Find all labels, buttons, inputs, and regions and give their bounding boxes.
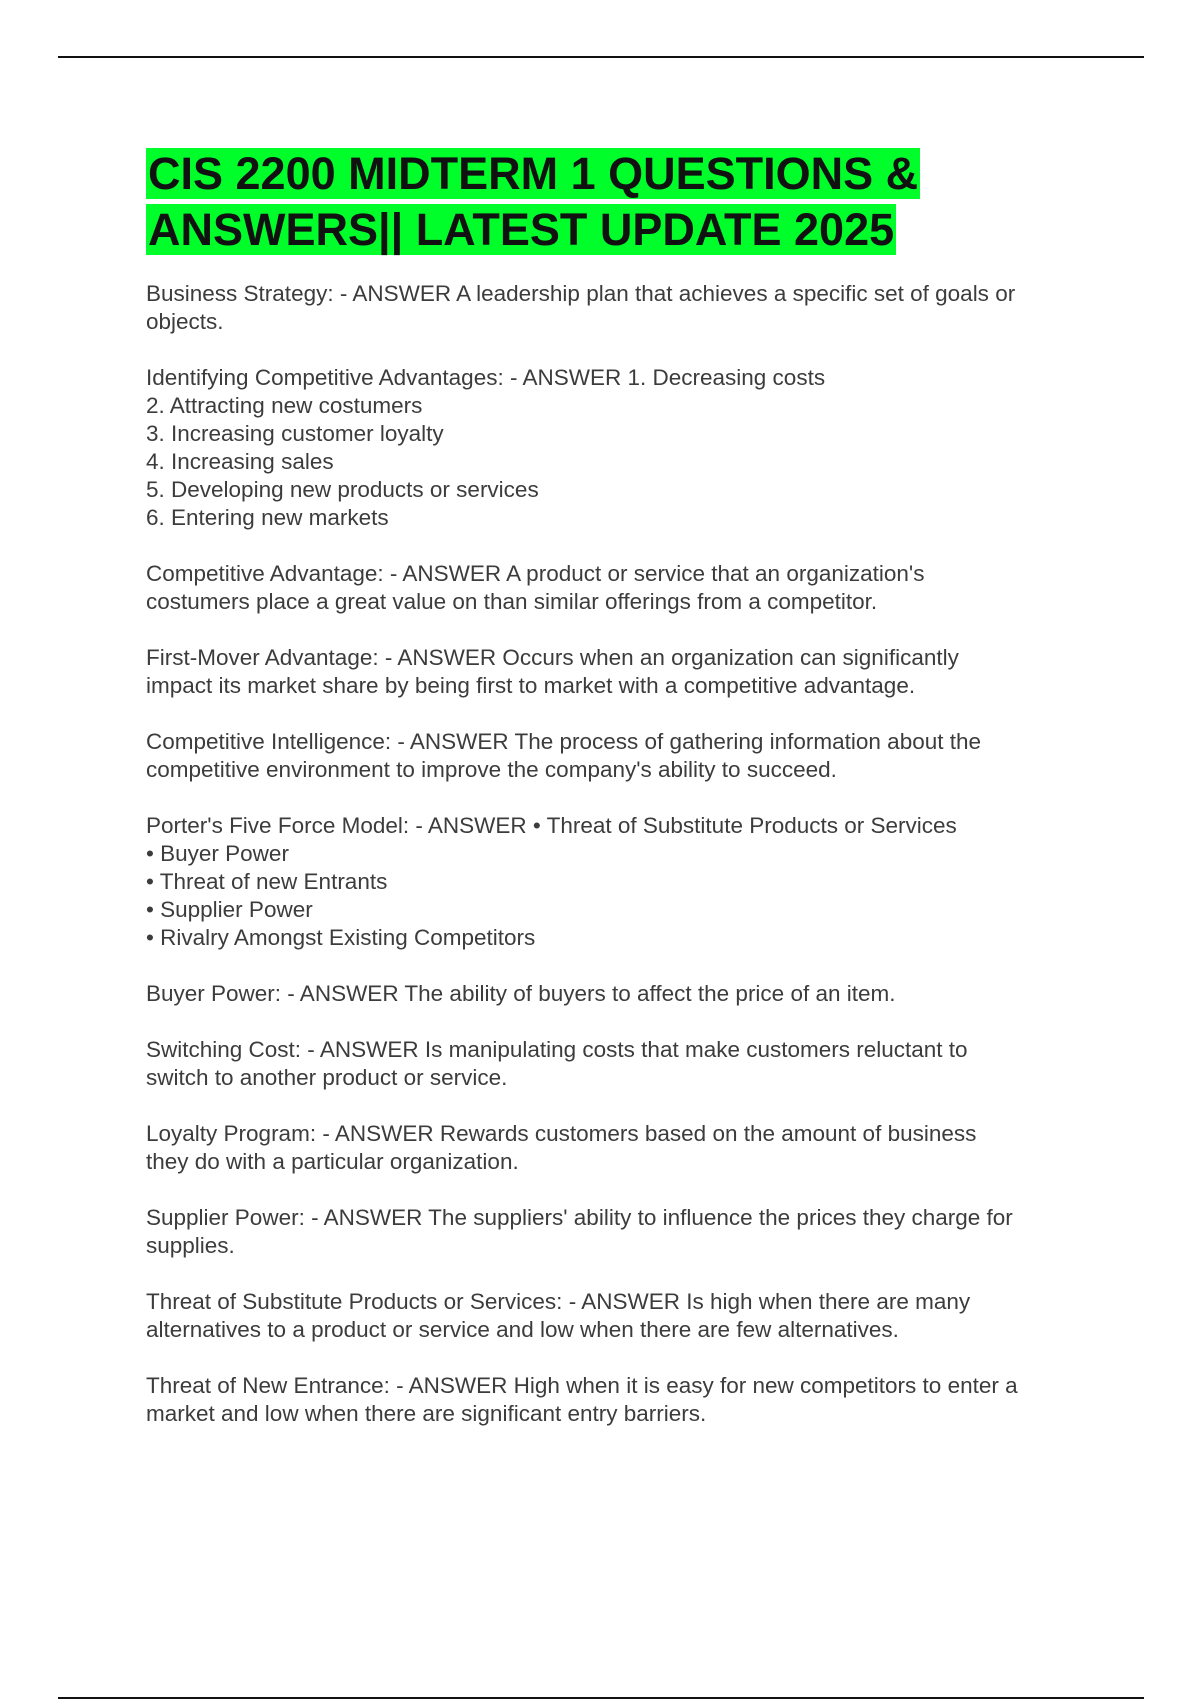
qa-entry-line: Threat of New Entrance: - ANSWER High when it is easy for new competitors to enter a	[146, 1373, 1018, 1398]
qa-entry	[146, 364, 1096, 532]
qa-entry	[146, 1120, 1096, 1176]
qa-entry-line: market and low when there are significant entry barriers.	[146, 1401, 707, 1426]
qa-entry-line: switch to another product or service.	[146, 1065, 508, 1090]
qa-entry-line: Competitive Intelligence: - ANSWER The process of gathering information about the	[146, 729, 982, 754]
qa-entry-line: Supplier Power: - ANSWER The suppliers' ability to influence the prices they charge for	[146, 1205, 1013, 1230]
qa-entry	[146, 1288, 1096, 1344]
qa-entry-line: 3. Increasing customer loyalty	[146, 421, 444, 446]
qa-entry-line: • Rivalry Amongst Existing Competitors	[146, 925, 536, 950]
qa-entry-line: Buyer Power: - ANSWER The ability of buyers to affect the price of an item.	[146, 981, 896, 1006]
qa-entry-line: Porter's Five Force Model: - ANSWER • Threat of Substitute Products or Services	[146, 813, 957, 838]
qa-entry-line: Threat of Substitute Products or Services: - ANSWER Is high when there are many	[146, 1289, 971, 1314]
qa-entry-line: supplies.	[146, 1233, 235, 1258]
footer-rule	[58, 1697, 1144, 1699]
header-rule	[58, 56, 1144, 58]
qa-entry-line: 5. Developing new products or services	[146, 477, 539, 502]
qa-entry-line: competitive environment to improve the company's ability to succeed.	[146, 757, 837, 782]
qa-entries	[146, 280, 1096, 1428]
qa-entry-line: 6. Entering new markets	[146, 505, 389, 530]
qa-entry-line: Switching Cost: - ANSWER Is manipulating costs that make customers reluctant to	[146, 1037, 968, 1062]
qa-entry-line: objects.	[146, 309, 224, 334]
title-line-1: CIS 2200 MIDTERM 1 QUESTIONS &	[148, 148, 919, 199]
qa-entry	[146, 560, 1096, 616]
qa-entry	[146, 1372, 1096, 1428]
qa-entry-line: Business Strategy: - ANSWER A leadership plan that achieves a specific set of goals or	[146, 281, 1016, 306]
document-body	[146, 146, 1096, 1456]
qa-entry-line: 4. Increasing sales	[146, 449, 334, 474]
qa-entry	[146, 812, 1096, 952]
document-title	[146, 146, 1096, 258]
qa-entry	[146, 728, 1096, 784]
qa-entry-line: Loyalty Program: - ANSWER Rewards customers based on the amount of business	[146, 1121, 977, 1146]
qa-entry-line: Identifying Competitive Advantages: - ANSWER 1. Decreasing costs	[146, 365, 826, 390]
qa-entry-line: Competitive Advantage: - ANSWER A product or service that an organization's	[146, 561, 925, 586]
qa-entry	[146, 980, 1096, 1008]
qa-entry	[146, 280, 1096, 336]
qa-entry-line: • Buyer Power	[146, 841, 289, 866]
qa-entry-line: alternatives to a product or service and low when there are few alternatives.	[146, 1317, 899, 1342]
qa-entry-line: impact its market share by being first to market with a competitive advantage.	[146, 673, 916, 698]
title-line-2: ANSWERS|| LATEST UPDATE 2025	[148, 204, 895, 255]
qa-entry-line: First-Mover Advantage: - ANSWER Occurs when an organization can significantly	[146, 645, 959, 670]
qa-entry	[146, 1036, 1096, 1092]
qa-entry	[146, 644, 1096, 700]
qa-entry	[146, 1204, 1096, 1260]
qa-entry-line: they do with a particular organization.	[146, 1149, 519, 1174]
qa-entry-line: costumers place a great value on than similar offerings from a competitor.	[146, 589, 878, 614]
qa-entry-line: • Threat of new Entrants	[146, 869, 388, 894]
qa-entry-line: 2. Attracting new costumers	[146, 393, 423, 418]
qa-entry-line: • Supplier Power	[146, 897, 313, 922]
